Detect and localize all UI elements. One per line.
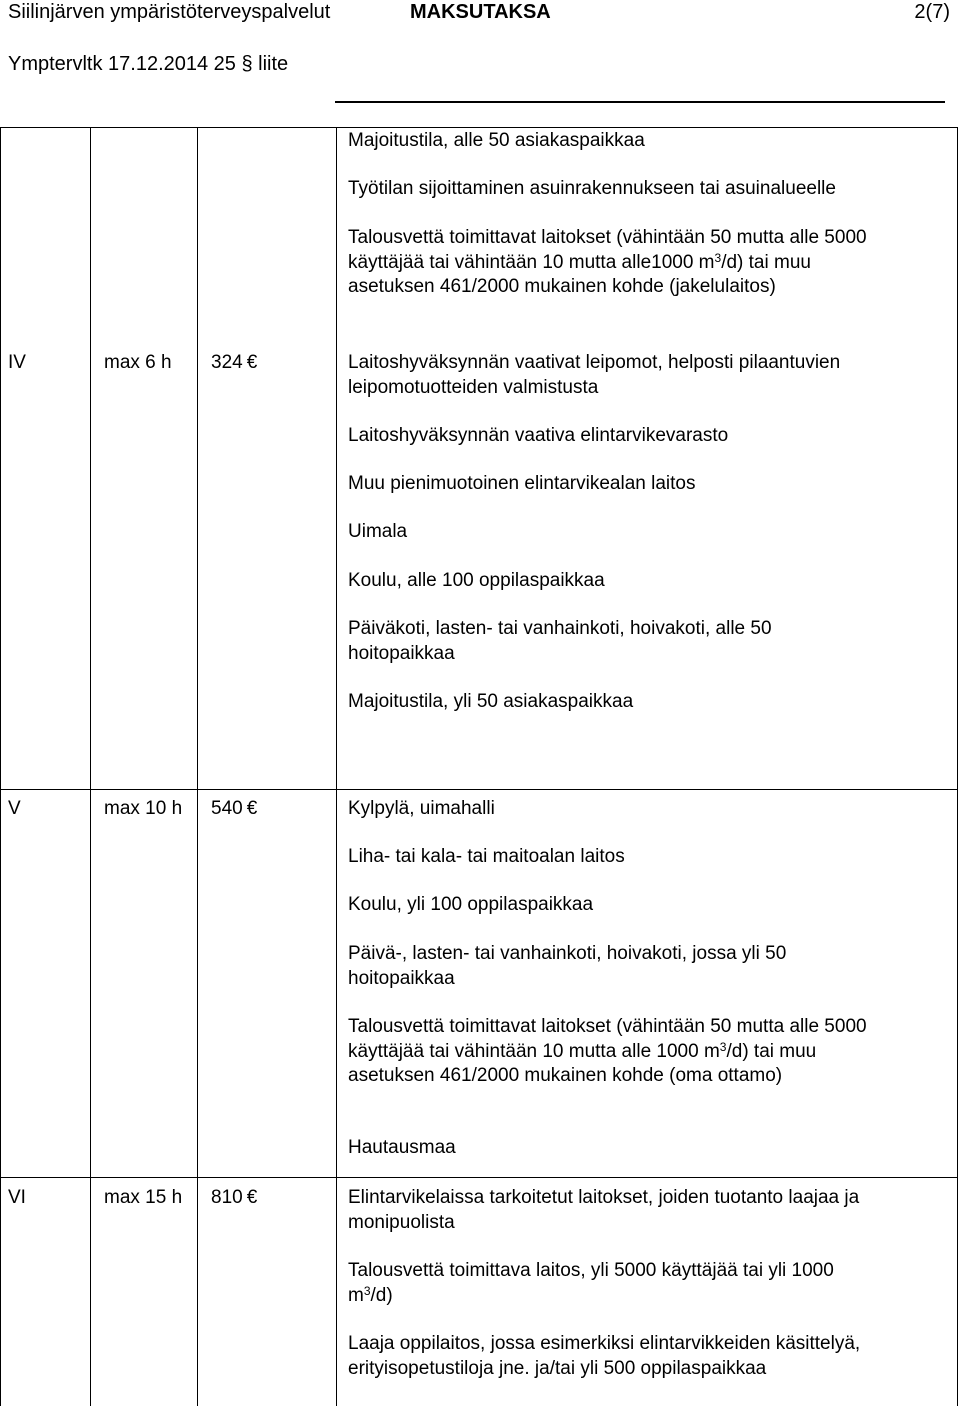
table-row-text: Talousvettä toimittava laitos, yli 5000 käyttäjää tai yli 1000	[348, 1260, 834, 1281]
euro-symbol: €	[246, 798, 258, 819]
table-row-text: Laaja oppilaitos, jossa esimerkiksi elintarvikkeiden käsittelyä,	[348, 1333, 861, 1354]
page-number: 2(7)	[914, 1, 950, 23]
table-row-text: Majoitustila, alle 50 asiakaspaikkaa	[348, 130, 645, 151]
table-row-text: erityisopetustiloja jne. ja/tai yli 500 oppilaspaikkaa	[348, 1357, 767, 1379]
class-label: V	[8, 798, 21, 819]
time-limit: max 6 h	[104, 352, 172, 373]
table-row-text: Hautausmaa	[348, 1137, 456, 1158]
document-subtitle: Ymptervltk 17.12.2014 25 § liite	[8, 53, 289, 75]
table-row-text: asetuksen 461/2000 mukainen kohde (jakelulaitos)	[348, 276, 776, 297]
table-row-text: $m^3/d$)	[348, 1283, 393, 1306]
table-row-text: hoitopaikkaa	[348, 967, 455, 989]
row-divider	[1, 789, 957, 790]
table-row-text: Koulu, yli 100 oppilaspaikkaa	[348, 894, 594, 915]
table-row-text: Elintarvikelaissa tarkoitetut laitokset, joiden tuotanto laajaa ja	[348, 1187, 860, 1208]
table-row-text: monipuolista	[348, 1211, 455, 1233]
table-row-text: Laitoshyväksynnän vaativat leipomot, helposti pilaantuvien	[348, 352, 841, 373]
table-row-text: Muu pienimuotoinen elintarvikealan laitos	[348, 473, 696, 494]
table-row-text: leipomotuotteiden valmistusta	[348, 376, 599, 398]
column-divider	[90, 128, 91, 1406]
table-row-text: Talousvettä toimittavat laitokset (vähintään 50 mutta alle 5000	[348, 1016, 867, 1037]
fee-amount: 540 €	[211, 798, 258, 819]
table-row-text: Laitoshyväksynnän vaativa elintarvikevarasto	[348, 425, 729, 446]
table-row-text: Koulu, alle 100 oppilaspaikkaa	[348, 570, 605, 591]
table-row-text: Kylpylä, uimahalli	[348, 798, 495, 819]
organization-name: Siilinjärven ympäristöterveyspalvelut	[8, 1, 331, 23]
table-row-text: Päiväkoti, lasten- tai vanhainkoti, hoivakoti, alle 50	[348, 618, 772, 639]
table-row-text: Uimala	[348, 521, 408, 542]
fee-amount: 324 €	[211, 352, 258, 373]
euro-symbol: €	[246, 352, 258, 373]
time-limit: max 15 h	[104, 1187, 183, 1208]
class-label: IV	[8, 352, 26, 373]
column-divider	[336, 128, 337, 1406]
table-row-text: käyttäjää tai vähintään 10 mutta alle1000 $m^3/d$) tai muu	[348, 250, 811, 273]
document-title: MAKSUTAKSA	[410, 1, 551, 23]
table-row-text: Päivä-, lasten- tai vanhainkoti, hoivakoti, jossa yli 50	[348, 943, 787, 964]
fee-amount: 810 €	[211, 1187, 258, 1208]
table-row-text: asetuksen 461/2000 mukainen kohde (oma ottamo)	[348, 1065, 783, 1086]
table-row-text: Liha- tai kala- tai maitoalan laitos	[348, 846, 625, 867]
class-label: VI	[8, 1187, 26, 1208]
table-row-text: käyttäjää tai vähintään 10 mutta alle 1000 $m^3/d$) tai muu	[348, 1039, 817, 1062]
table-row-text: Talousvettä toimittavat laitokset (vähintään 50 mutta alle 5000	[348, 227, 867, 248]
table-row-text: Majoitustila, yli 50 asiakaspaikkaa	[348, 691, 634, 712]
column-divider	[197, 128, 198, 1406]
euro-symbol: €	[246, 1187, 258, 1208]
table-row-text: hoitopaikkaa	[348, 642, 455, 664]
table-row-text: Työtilan sijoittaminen asuinrakennukseen tai asuinalueelle	[348, 178, 836, 199]
header-rule	[335, 101, 945, 103]
row-divider	[1, 1177, 957, 1178]
time-limit: max 10 h	[104, 798, 183, 819]
